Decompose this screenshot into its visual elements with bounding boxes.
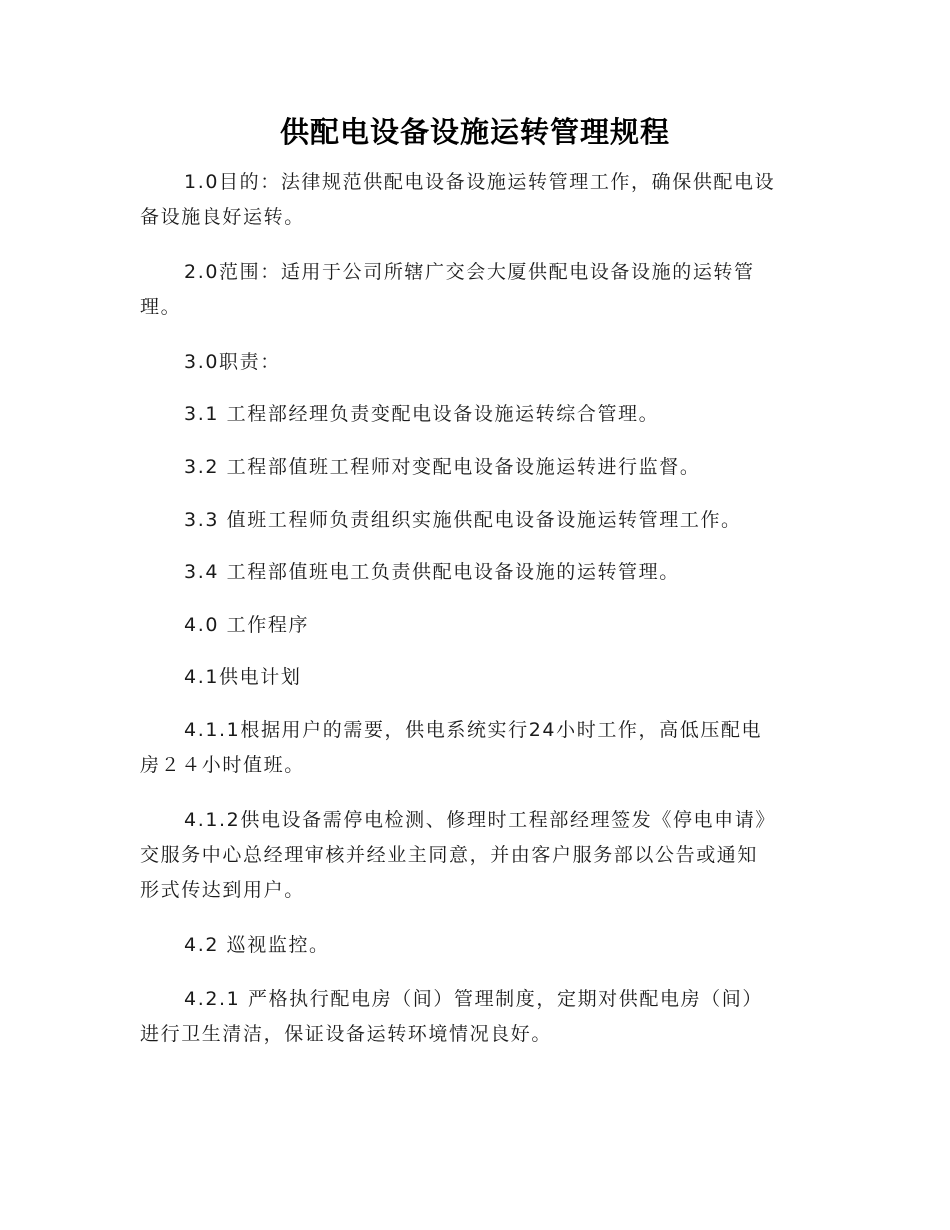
paragraph-line: 交服务中心总经理审核并经业主同意，并由客户服务部以公告或通知 [140, 844, 759, 866]
paragraph-4-2 [140, 928, 812, 963]
paragraph-line: 备设施良好运转。 [140, 206, 305, 228]
paragraph-line: 3.0职责： [184, 351, 281, 373]
paragraph-line: 4.2.1 严格执行配电房（间）管理制度，定期对供配电房（间） [184, 988, 763, 1010]
paragraph-scope [140, 255, 812, 325]
paragraph-3-1 [140, 397, 812, 432]
paragraph-3-4 [140, 555, 812, 590]
document-title: 供配电设备设施运转管理规程 [279, 115, 670, 149]
paragraph-line: 理。 [140, 296, 182, 318]
paragraph-procedure [140, 608, 812, 643]
paragraph-line: 4.0 工作程序 [184, 614, 310, 636]
paragraph-line: 形式传达到用户。 [140, 879, 305, 901]
paragraph-line: 4.1.2供电设备需停电检测、修理时工程部经理签发《停电申请》 [184, 809, 776, 831]
paragraph-line: 4.1.1根据用户的需要，供电系统实行24小时工作，高低压配电 [184, 719, 763, 741]
paragraph-line: 2.0范围：适用于公司所辖广交会大厦供配电设备设施的运转管 [184, 261, 755, 283]
paragraph-line: 4.2 巡视监控。 [184, 934, 330, 956]
paragraph-line: 3.4 工程部值班电工负责供配电设备设施的运转管理。 [184, 561, 680, 583]
paragraph-line: 4.1供电计划 [184, 666, 302, 688]
paragraph-line: 3.3 值班工程师负责组织实施供配电设备设施运转管理工作。 [184, 509, 742, 531]
paragraph-line: 进行卫生清洁，保证设备运转环境情况良好。 [140, 1023, 553, 1045]
paragraph-4-2-1 [140, 982, 812, 1052]
paragraph-line: 1.0目的：法律规范供配电设备设施运转管理工作，确保供配电设 [184, 171, 776, 193]
paragraph-purpose [140, 165, 812, 235]
paragraph-3-3 [140, 503, 812, 538]
paragraph-3-2 [140, 450, 812, 485]
paragraph-responsibilities [140, 345, 812, 380]
paragraph-line: 3.2 工程部值班工程师对变配电设备设施运转进行监督。 [184, 456, 701, 478]
paragraph-4-1-2 [140, 803, 812, 908]
paragraph-4-1 [140, 660, 812, 695]
paragraph-line: 3.1 工程部经理负责变配电设备设施运转综合管理。 [184, 403, 660, 425]
paragraph-line: 房２４小时值班。 [140, 754, 305, 776]
paragraph-4-1-1 [140, 713, 812, 783]
